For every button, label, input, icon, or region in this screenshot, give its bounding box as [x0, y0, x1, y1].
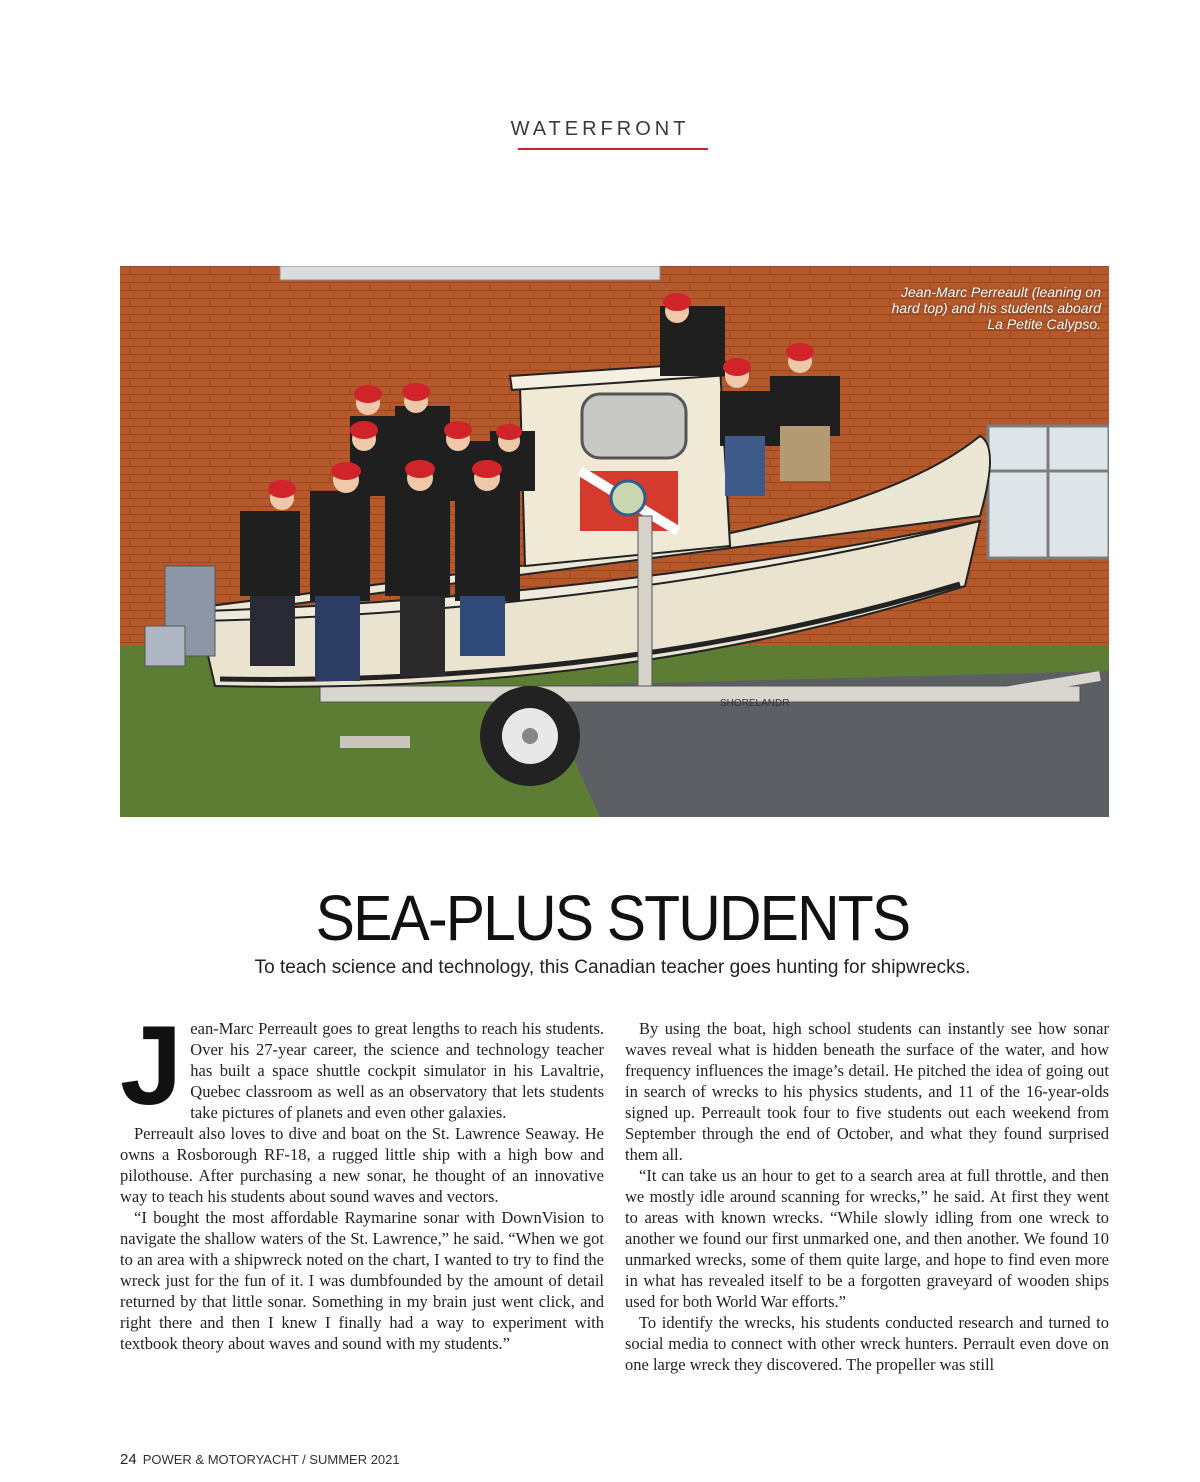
- feature-photo: [120, 266, 1109, 817]
- article-paragraph: Perreault also loves to dive and boat on the St. Lawrence Seaway. He owns a Rosborough RF-18, a rugged little ship with a high bow and pilothouse. After purchasing a new sonar, he thought of an innovative way to teach his students about sound waves and vectors.: [120, 1124, 604, 1206]
- section-rule: [518, 148, 708, 150]
- caption-line: La Petite Calypso.: [987, 316, 1101, 332]
- page-number: 24: [120, 1451, 137, 1468]
- photo-caption: [892, 284, 1101, 332]
- article-column-right: [625, 1018, 1109, 1375]
- paragraph-text: ean-Marc Perreault goes to great lengths to reach his students. Over his 27-year career, the science and technology teacher has built a space shuttle cockpit simulator in his Lavaltrie, Quebec classroom as well as an observatory that lets students take pictures of planets and even other galaxies.: [190, 1019, 604, 1122]
- article-paragraph: [120, 1003, 604, 1128]
- article-paragraph: To identify the wrecks, his students conducted research and turned to social media to connect with other wreck hunters. Perrault even dove on one large wreck they discovered. The propeller was still: [625, 1313, 1109, 1374]
- article-paragraph: “It can take us an hour to get to a search area at full throttle, and then we mostly idle around scanning for wrecks,” he said. At first they went to areas with known wrecks. “While slowly idling from one wreck to another we found our first unmarked one, and then another. We found 10 unmarked wrecks, some of them quite large, and hope to find even more in what has revealed itself to be a forgotten graveyard of wooden ships used for both World War efforts.”: [625, 1166, 1109, 1311]
- caption-line: Jean-Marc Perreault (leaning on: [901, 284, 1101, 300]
- caption-line: hard top) and his students aboard: [891, 300, 1101, 316]
- page-footer: [120, 1451, 400, 1468]
- section-label: WATERFRONT: [510, 118, 690, 140]
- photo-illustration: [120, 266, 1109, 817]
- hull-brand: SHORELANDR: [720, 698, 790, 709]
- article-paragraph: By using the boat, high school students can instantly see how sonar waves reveal what is hidden beneath the surface of the water, and how frequency influences the image’s detail. He pitched the idea of going out in search of wrecks to his physics students, and 11 of the 16-year-olds signed up. Perreault took four to five students out each weekend from September through the end of October, and what they found surprised them all.: [625, 1019, 1109, 1164]
- article-dek: To teach science and technology, this Canadian teacher goes hunting for shipwrecks.: [254, 957, 971, 978]
- article-headline: SEA-PLUS STUDENTS: [315, 882, 910, 954]
- article-paragraph: “I bought the most affordable Raymarine sonar with DownVision to navigate the shallow waters of the St. Lawrence,” he said. “When we got to an area with a shipwreck noted on the chart, I wanted to try to find the wreck just for the fun of it. I was dumbfounded by the amount of detail returned by that little sonar. Something in my brain just went click, and right there and then I knew I finally had a way to experiment with textbook theory about waves and sound with my students.”: [120, 1208, 604, 1353]
- building-window: [988, 426, 1109, 558]
- publication-info: POWER & MOTORYACHT / SUMMER 2021: [142, 1452, 400, 1467]
- article-column-left: [120, 1003, 604, 1354]
- drop-cap: J: [120, 1003, 183, 1128]
